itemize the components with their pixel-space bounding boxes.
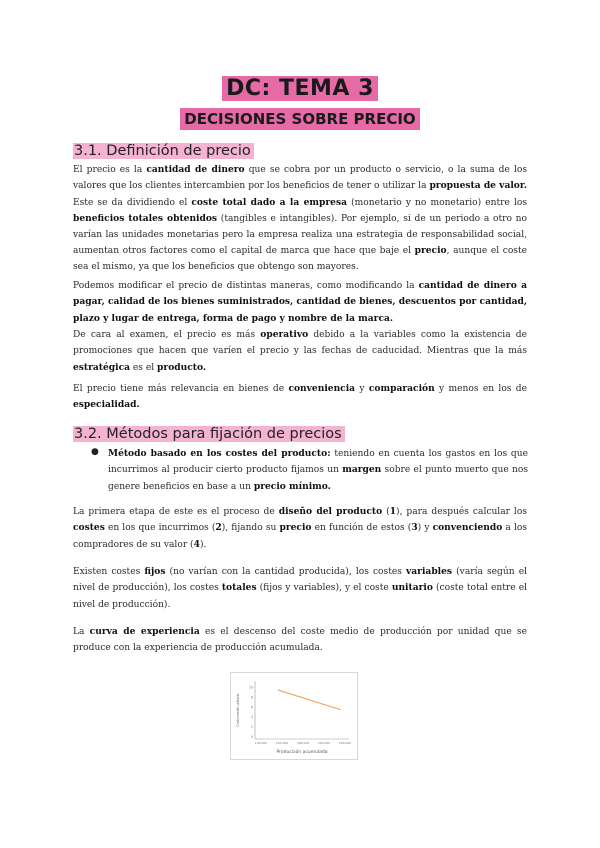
paragraph-tipos-costes: Existen costes fijos (no varían con la cantidad producida), los costes variables (varía según el nivel de producción), los costes totales (fijos y variables), y el coste unitario (coste total entre el nivel de producción). [73, 566, 527, 610]
y-tick-label: 2 [250, 725, 253, 730]
y-tick-label: 8 [250, 695, 253, 700]
bullet-metodo-costes: Método basado en los costes del producto: teniendo en cuenta los gastos en los que incurrimos al producir cierto producto fijamos un margen sobre el punto muerto que nos genere beneficios en base a un precio mínimo. [108, 448, 528, 492]
paragraph-etapas: La primera etapa de este es el proceso de diseño del producto (1), para después calcular los costes en los que incurrimos (2), fijando su precio en función de estos (3) y convenciendo a los compradores de su valor (4). [73, 506, 528, 550]
y-tick-label: 0 [250, 735, 253, 739]
section-heading-metodos: 3.2. Métodos para fijación de precios [73, 425, 345, 444]
section-heading-definicion: 3.1. Definición de precio [73, 142, 254, 161]
y-tick-label: 4 [250, 715, 253, 720]
paragraph-modificar: Podemos modificar el precio de distintas maneras, como modificando la cantidad de dinero a pagar, calidad de los bienes suministrados, cantidad de bienes, descuentos por cantidad, plazo y lugar de entrega, forma de pago y nombre de la marca. [73, 280, 527, 324]
paragraph-curva-experiencia: La curva de experiencia es el descenso del coste medio de producción por unidad que se produce con la experiencia de producción acumulada. [73, 626, 527, 654]
y-axis-label: Coste medio unitario [236, 693, 240, 727]
y-tick-label: 6 [250, 705, 253, 710]
experience-curve-chart [230, 672, 358, 760]
x-tick-label: 500.000 [338, 741, 352, 745]
x-tick-label: 400.000 [317, 741, 331, 745]
series-line [278, 690, 341, 710]
page-title: DC: TEMA 3 [0, 76, 600, 101]
page-subtitle: DECISIONES SOBRE PRECIO [0, 108, 600, 130]
paragraph-relevancia: El precio tiene más relevancia en bienes de conveniencia y comparación y menos en los de especialidad. [73, 383, 528, 411]
y-tick-label: 10 [248, 685, 253, 690]
chart-svg [231, 673, 357, 759]
x-tick-label: 300.000 [296, 741, 310, 745]
x-axis-label: Producción acumulada [276, 750, 328, 755]
bullet-icon: ● [91, 447, 99, 457]
x-tick-label: 200.000 [275, 741, 289, 745]
x-tick-label: 100.000 [254, 741, 268, 745]
paragraph-definicion: El precio es la cantidad de dinero que se cobra por un producto o servicio, o la suma de los valores que los clientes intercambien por los beneficios de tener o utilizar la propuesta de valor. Este se da dividiendo el coste total dado a la empresa (monetario y no monetario) entre los beneficios totales obtenidos (tangibles e intangibles). Por ejemplo, si de un periodo a otro no varían las unidades monetarias pero la empresa realiza una estrategia de responsabilidad social, aumentan otros factores como el capital de marca que hace que baje el precio, aunque el coste sea el mismo, ya que los beneficios que obtengo son mayores. [73, 164, 528, 273]
paragraph-examen: De cara al examen, el precio es más operativo debido a la variables como la existencia de promociones que hacen que varíen el precio y las fechas de caducidad. Mientras que la más estratégica es el producto. [73, 329, 527, 373]
